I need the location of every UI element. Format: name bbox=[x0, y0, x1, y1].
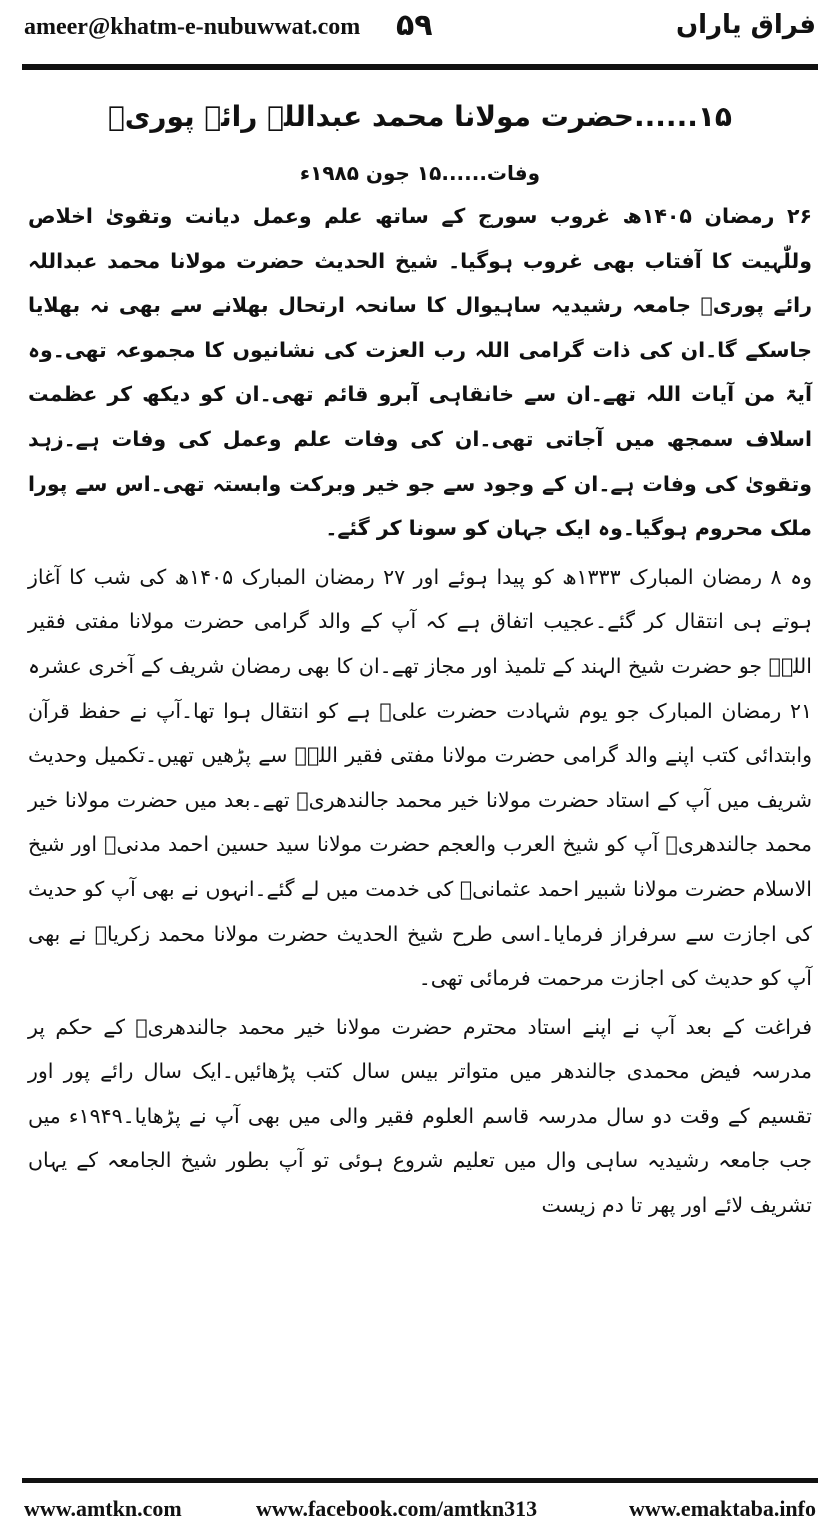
page-content bbox=[28, 82, 812, 1232]
paragraph-3: فراغت کے بعد آپ نے اپنے استاد محترم حضرت مولانا خیر محمد جالندھریؒ کے حکم پر مدرسہ فیض محمدی جالندھر میں متواتر بیس سال کتب پڑھائیں۔ایک سال رائے پور اور تقسیم کے وقت دو سال مدرسہ قاسم العلوم فقیر والی میں بھی آپ نے پڑھایا۔۱۹۴۹ء میں جب جامعہ رشیدیہ ساہی وال میں تعلیم شروع ہوئی تو آپ بطور شیخ الجامعہ کے یہاں تشریف لائے اور پھر تا دم زیست bbox=[28, 1014, 812, 1218]
page-header bbox=[24, 6, 816, 56]
header-rule bbox=[22, 64, 818, 70]
book-title: فراق یاراں bbox=[675, 10, 816, 40]
footer-link-emaktaba[interactable]: www.emaktaba.info bbox=[628, 1496, 816, 1521]
footer-rule bbox=[22, 1478, 818, 1483]
page-footer bbox=[24, 1496, 816, 1530]
chapter-title: ۱۵......حضرت مولانا محمد عبداللہ رائے پوریؒ bbox=[107, 100, 733, 133]
death-date: وفات......۱۵ جون ۱۹۸۵ء bbox=[299, 161, 541, 185]
paragraph-1: ۲۶ رمضان ۱۴۰۵ھ غروب سورج کے ساتھ علم وعمل دیانت وتقویٰ اخلاص وللّٰہیت کا آفتاب بھی غروب ہوگیا۔ شیخ الحدیث حضرت مولانا محمد عبداللہ رائے پوریؒ جامعہ رشیدیہ ساہیوال کا سانحہ ارتحال بھلانے سے بھی نہ بھلایا جاسکے گا۔ان کی ذات گرامی اللہ رب العزت کی نشانیوں کا مجموعہ تھی۔وہ آیۃ من آیات اللہ تھے۔ان سے خانقاہی آبرو قائم تھی۔ان کو دیکھ کر عظمت اسلاف سمجھ میں آجاتی تھی۔ان کی وفات علم وعمل کی وفات ہے۔زہد وتقویٰ کی وفات ہے۔ان کے وجود سے جو خیر وبرکت وابستہ تھی۔اس سے پورا ملک محروم ہوگیا۔وہ ایک جہان کو سونا کر گئے۔ bbox=[28, 204, 812, 541]
footer-link-amtkn[interactable]: www.amtkn.com bbox=[24, 1496, 182, 1521]
page-number: ۵۹ bbox=[396, 8, 433, 43]
header-email: ameer@khatm-e-nubuwwat.com bbox=[24, 14, 361, 40]
footer-link-facebook[interactable]: www.facebook.com/amtkn313 bbox=[256, 1496, 538, 1521]
paragraph-2: وہ ۸ رمضان المبارک ۱۳۳۳ھ کو پیدا ہوئے اور ۲۷ رمضان المبارک ۱۴۰۵ھ کی شب کا آغاز ہوتے ہی انتقال کر گئے۔عجیب اتفاق ہے کہ آپ کے والد گرامی حضرت مولانا مفتی فقیر اللہؒ جو حضرت شیخ الہند کے تلمیذ اور مجاز تھے۔ان کا بھی رمضان شریف کے آخری عشرہ ۲۱ رمضان المبارک جو یوم شہادت حضرت علیؓ ہے کو انتقال ہوا تھا۔آپ نے حفظ قرآن وابتدائی کتب اپنے والد گرامی حضرت مولانا مفتی فقیر اللہؒ سے پڑھیں تھیں۔تکمیل وحدیث شریف میں آپ کے استاد حضرت مولانا خیر محمد جالندھریؒ تھے۔بعد میں حضرت مولانا خیر محمد جالندھریؒ آپ کو شیخ العرب والعجم حضرت مولانا سید حسین احمد مدنیؒ اور شیخ الاسلام حضرت مولانا شبیر احمد عثمانیؒ کی خدمت میں لے گئے۔انہوں نے بھی آپ کو حدیث کی اجازت سے سرفراز فرمایا۔اسی طرح شیخ الحدیث حضرت مولانا محمد زکریاؒ نے بھی آپ کو حدیث کی اجازت مرحمت فرمائی تھی۔ bbox=[28, 564, 812, 991]
